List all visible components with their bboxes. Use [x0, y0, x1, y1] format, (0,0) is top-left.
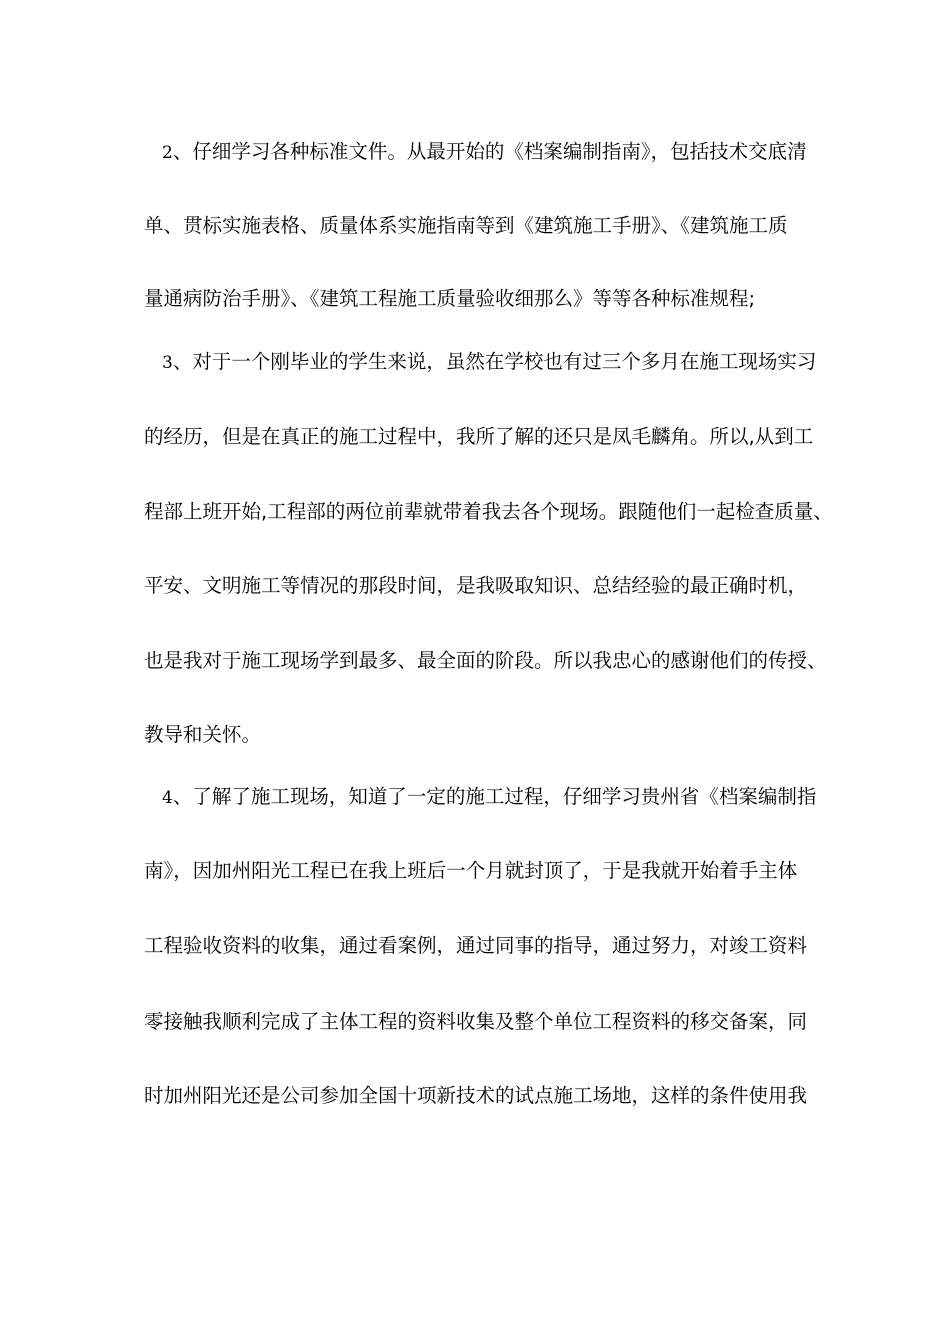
paragraph-3-line-4 — [144, 573, 824, 599]
paragraph-3-line-2 — [144, 424, 824, 450]
paragraph-3-line-5 — [144, 648, 827, 674]
paragraph-number: 2 — [162, 143, 173, 163]
paragraph-4-line-5 — [144, 1083, 824, 1109]
line-text: 时加州阳光还是公司参加全国十项新技术的试点施工场地，这样的条件使用我 — [144, 1084, 808, 1107]
line-text: 程部上班开始,工程部的两位前辈就带着我去各个现场。跟随他们一起检查质量、 — [144, 500, 833, 523]
line-text: 零接触我顺利完成了主体工程的资料收集及整个单位工程资料的移交备案，同 — [144, 1010, 808, 1033]
paragraph-2-line-3 — [144, 286, 824, 312]
line-text: 量通病防治手册》、《建筑工程施工质量验收细那么》等等各种标准规程; — [144, 287, 756, 310]
line-text: 南》，因加州阳光工程已在我上班后一个月就封顶了，于是我就开始着手主体 — [144, 859, 798, 882]
paragraph-3-line-6 — [144, 722, 824, 748]
paragraph-4-line-4 — [144, 1009, 824, 1035]
paragraph-number: 4 — [162, 788, 173, 808]
paragraph-4-line-1 — [162, 784, 842, 811]
line-text: 、对于一个刚毕业的学生来说，虽然在学校也有过三个多月在施工现场实习 — [172, 350, 817, 373]
line-text: 单、贯标实施表格、质量体系实施指南等到《建筑施工手册》、《建筑施工质 — [144, 214, 788, 237]
paragraph-2-line-1 — [162, 139, 842, 166]
paragraph-2-line-2 — [144, 213, 824, 239]
line-text: 教导和关怀。 — [144, 723, 262, 746]
line-text: 工程验收资料的收集，通过看案例，通过同事的指导，通过努力，对竣工资料 — [144, 934, 808, 957]
paragraph-4-line-2 — [144, 858, 824, 884]
paragraph-3-line-3 — [144, 499, 833, 525]
line-text: 的经历，但是在真正的施工过程中，我所了解的还只是凤毛麟角。所以,从到工 — [144, 425, 814, 448]
paragraph-3-line-1 — [162, 349, 842, 376]
paragraph-4-line-3 — [144, 933, 824, 959]
line-text: 也是我对于施工现场学到最多、最全面的阶段。所以我忠心的感谢他们的传授、 — [144, 649, 827, 672]
line-text: 、仔细学习各种标准文件。从最开始的《档案编制指南》，包括技术交底清 — [172, 140, 807, 163]
line-text: 平安、文明施工等情况的那段时间，是我吸取知识、总结经验的最正确时机， — [144, 574, 808, 597]
line-text: 、了解了施工现场，知道了一定的施工过程，仔细学习贵州省《档案编制指 — [172, 785, 817, 808]
paragraph-number: 3 — [162, 353, 173, 373]
